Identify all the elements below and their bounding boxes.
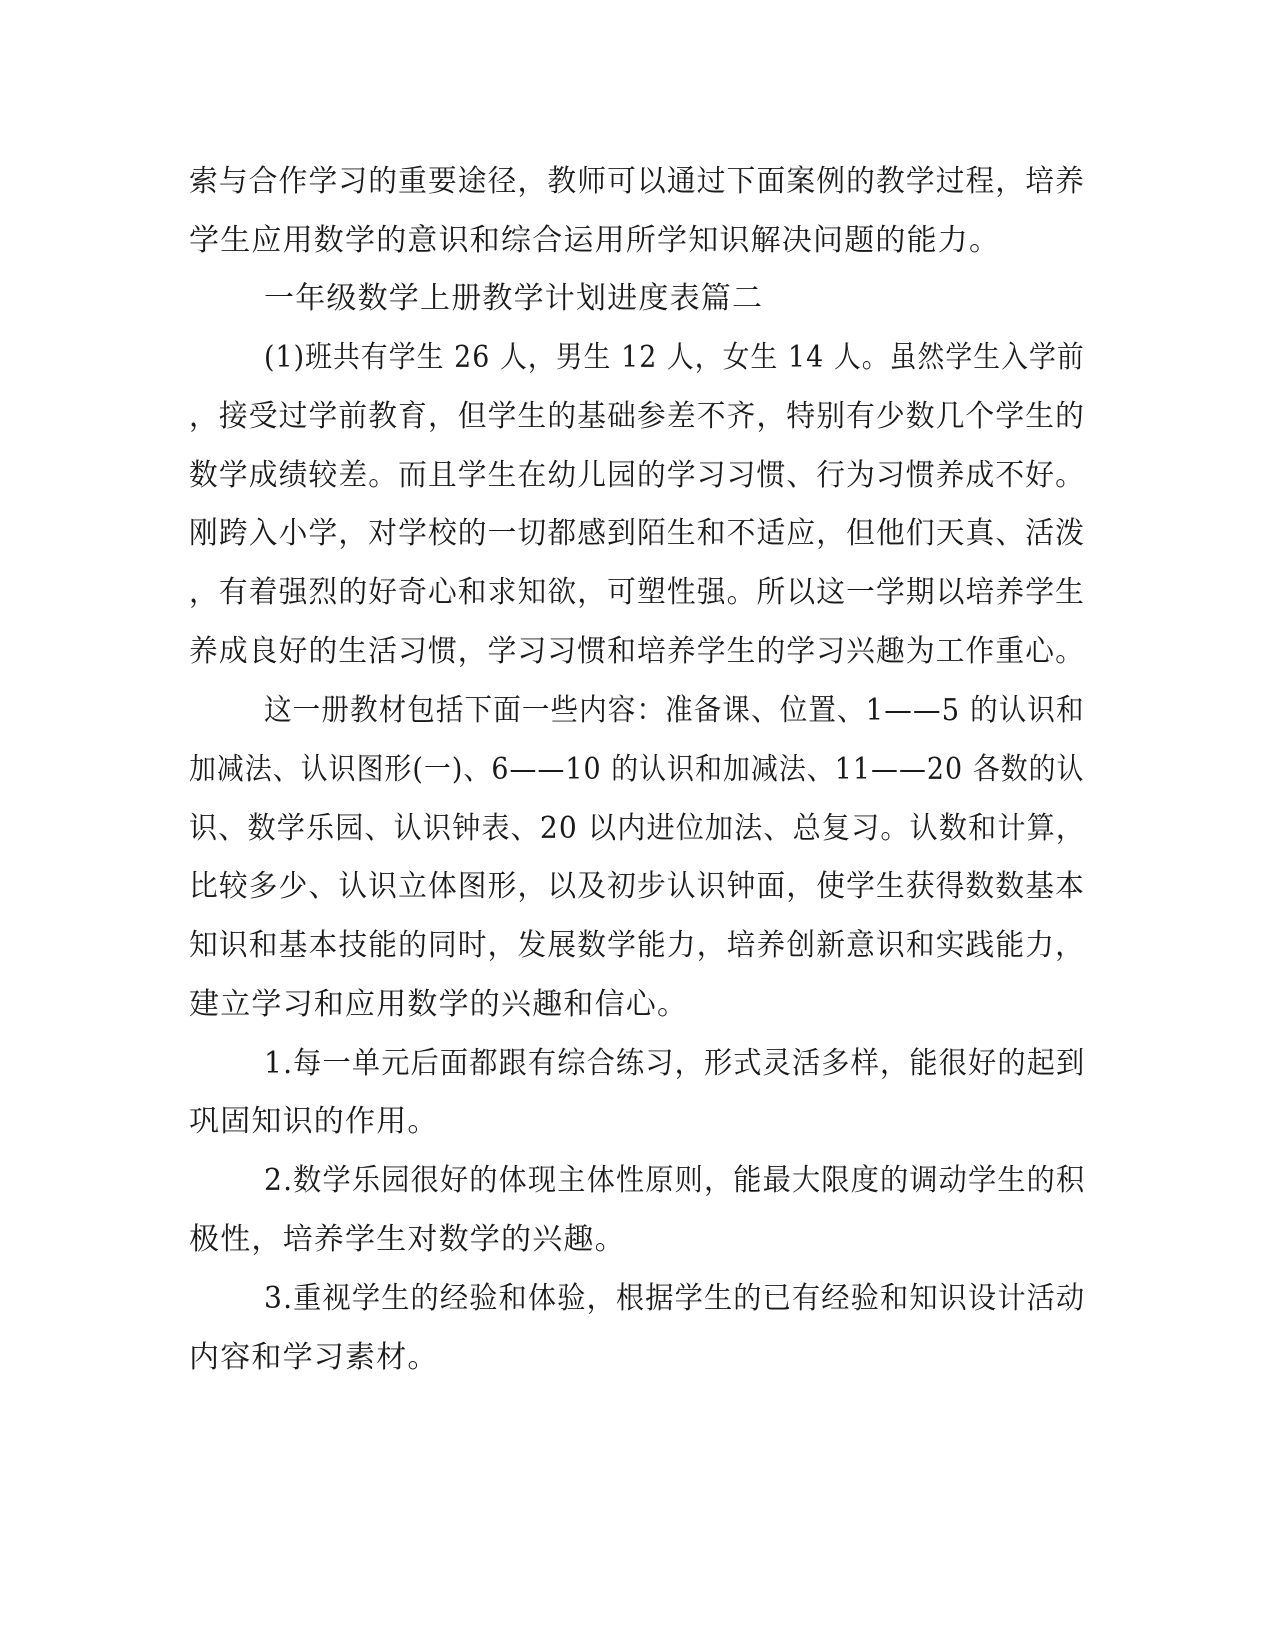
list-item: 1.每一单元后面都跟有综合练习，形式灵活多样，能很好的起到 <box>264 1046 1086 1081</box>
text-line: 巩固知识的作用。 <box>189 1104 439 1139</box>
text-line: 识、数学乐园、认识钟表、20 以内进位加法、总复习。认数和计算， <box>189 811 1086 846</box>
text-line: 比较多少、认识立体图形，以及初步认识钟面，使学生获得数数基本 <box>189 869 1086 904</box>
text-line: 这一册教材包括下面一些内容：准备课、位置、1——5 的认识和 <box>264 693 1085 728</box>
text-line: 养成良好的生活习惯，学习习惯和培养学生的学习兴趣为工作重心。 <box>189 634 1086 669</box>
text-line: (1)班共有学生 26 人，男生 12 人，女生 14 人。虽然学生入学前 <box>264 340 1085 375</box>
text-line: ，接受过学前教育，但学生的基础参差不齐，特别有少数几个学生的 <box>189 399 1086 434</box>
list-item: 2.数学乐园很好的体现主体性原则，能最大限度的调动学生的积 <box>264 1163 1086 1198</box>
text-line: 学生应用数学的意识和综合运用所学知识解决问题的能力。 <box>189 223 1001 258</box>
section-heading: 一年级数学上册教学计划进度表篇二 <box>264 281 764 316</box>
list-item: 3.重视学生的经验和体验，根据学生的已有经验和知识设计活动 <box>264 1281 1086 1316</box>
text-line: 知识和基本技能的同时，发展数学能力，培养创新意识和实践能力， <box>189 928 1086 963</box>
text-line: 极性，培养学生对数学的兴趣。 <box>189 1222 626 1257</box>
text-line: ，有着强烈的好奇心和求知欲，可塑性强。所以这一学期以培养学生 <box>189 575 1086 610</box>
text-line: 内容和学习素材。 <box>189 1340 439 1375</box>
text-line: 加减法、认识图形(一)、6——10 的认识和加减法、11——20 各数的认 <box>189 752 1085 787</box>
text-line: 建立学习和应用数学的兴趣和信心。 <box>189 987 689 1022</box>
text-line: 刚跨入小学，对学校的一切都感到陌生和不适应，但他们天真、活泼 <box>189 516 1086 551</box>
text-line: 数学成绩较差。而且学生在幼儿园的学习习惯、行为习惯养成不好。 <box>189 458 1086 493</box>
text-line: 索与合作学习的重要途径，教师可以通过下面案例的教学过程，培养 <box>189 164 1086 199</box>
